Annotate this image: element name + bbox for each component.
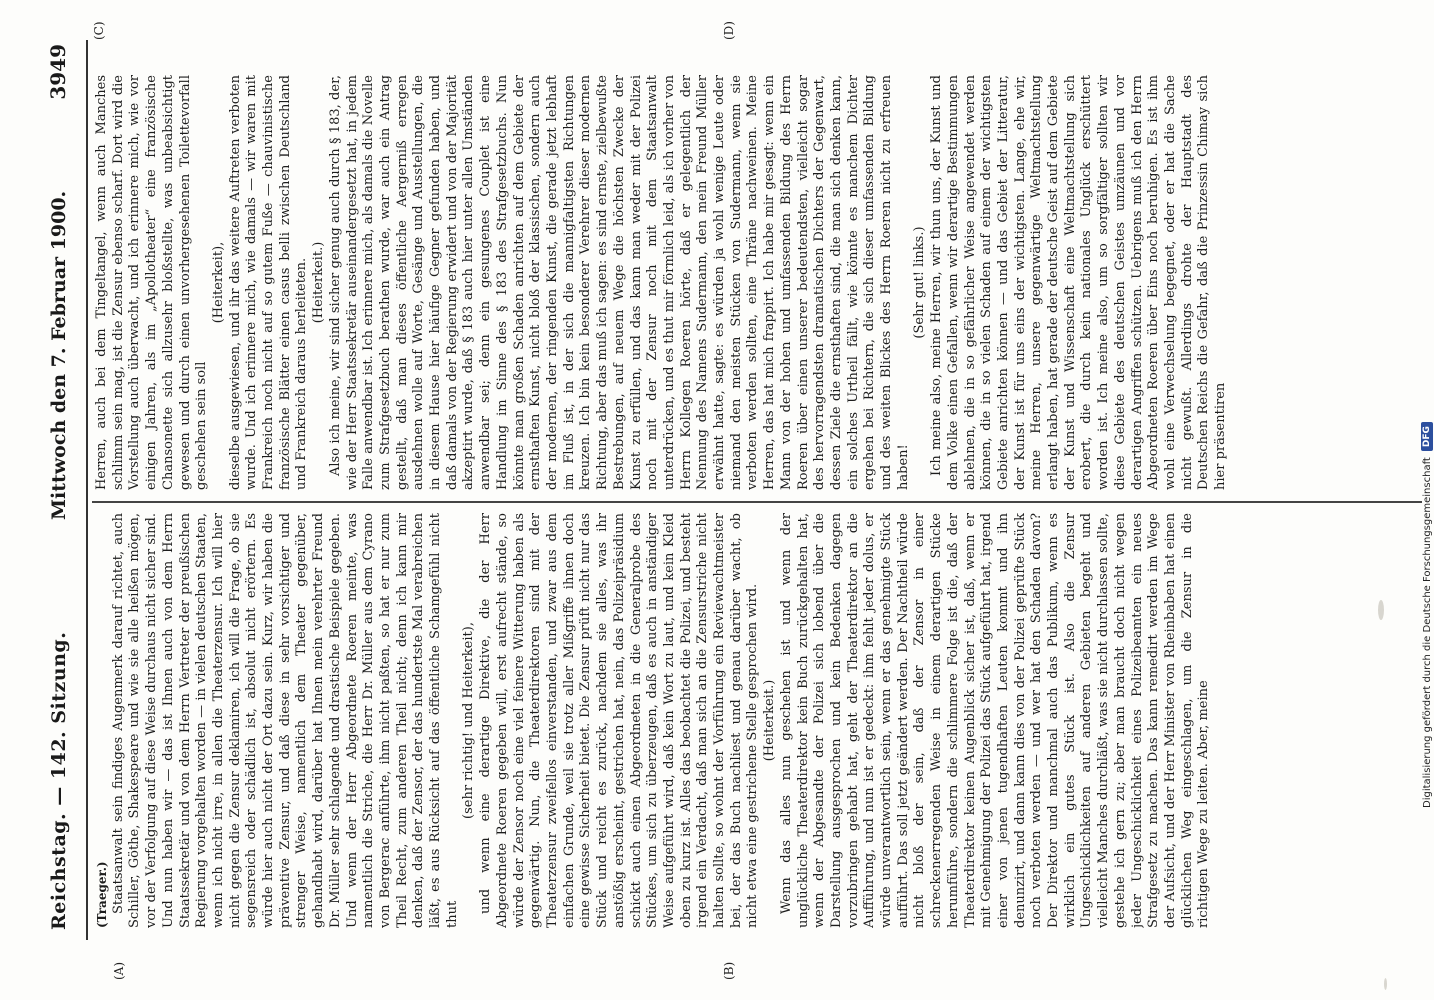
margin-marker-b: (B)	[722, 961, 736, 980]
right-column	[94, 75, 1424, 490]
paragraph: Also ich meine, wir sind sicher genug auch durch § 183, der, wie der Herr Staatssekretär auseinandergesetzt hat, in jedem Falle anwendbar ist. Ich erinnere mich, als damals die Novelle zum Strafgesetzbuch berathen wurde, war auch ein Antrag gestellt, daß man dieses öffentliche Aergerniß erregen ausdehnen wolle auf Worte, Gesänge und Ausstellungen, die in diesem Hause hier häufige Gegner gefunden haben, und daß damals von der Regierung erwidert und von der Majorität akzeptirt wurde, daß § 183 auch hier unter allen Umständen anwendbar sei; denn ein gesungenes Couplet ist eine Handlung im Sinne des § 183 des Strafgesetzbuchs. Nun könnte man großen Schaden anrichten auf dem Gebiete der ernsthaften Kunst, nicht bloß der klassischen, sondern auch der modernen, der ringenden Kunst, die gerade jetzt lebhaft im Fluß ist, in der sich die mannigfaltigsten Richtungen kreuzen. Ich bin kein besonderer Verehrer dieser modernen Richtung, aber das muß ich sagen: es sind ernste, zielbewußte Bestrebungen, auf neuem Wege die höchsten Zwecke der Kunst zu erfüllen, und das kann man weder mit der Polizei noch mit der Zensur noch mit dem Staatsanwalt unterdrücken, und es thut mir förmlich leid, als ich vorher von Herrn Kollegen Roeren hörte, daß er gelegentlich der Nennung des Namens Sudermann, den mein Freund Müller erwähnt hatte, sagte: es würden ja wohl wenige Leute oder niemand den meisten Stücken von Sudermann, wenn sie verboten werden sollten, eine Thräne nachweinen. Meine Herren, das hat mich frappirt. Ich habe mir gesagt: wenn ein Mann von der hohen und umfassenden Bildung des Herrn Roeren über einen unserer bedeutendsten, vielleicht sogar des hervorragendsten dramatischen Dichters der Gegenwart, dessen Ziele die ernsthaften sind, die man sich denken kann, ein solches Urtheil fällt, wie könnte es manchem Dichter ergehen bei Richtern, die sich dieser umfassenden Bildung und des weiten Blickes des Herrn Roeren nicht zu erfreuen haben!	[327, 75, 911, 490]
paragraph: und wenn eine derartige Direktive, die der Herr Abgeordnete Roeren gegeben will, erst aufrecht stände, so würde der Zensor noch eine viel feinere Witterung haben als gegenwärtig. Nun, die Theaterdirektoren sind mit der Theaterzensur zweifellos einverstanden, und zwar aus dem einfachen Grunde, weil sie trotz aller Mißgriffe ihnen doch eine gewisse Sicherheit bietet. Die Zensur prüft nicht nur das Stück und reicht es zurück, nachdem sie alles, was ihr anstößig erscheint, gestrichen hat, nein, das Polizeipräsidium schickt auch einen Abgeordneten in die Generalprobe des Stückes, um sich zu überzeugen, daß es auch in anständiger Weise aufgeführt wird, daß kein Wort zu laut, und kein Kleid oben zu kurz ist. Alles das beobachtet die Polizei, und besteht irgend ein Verdacht, daß man sich an die Zensurstriche nicht halten sollte, so wohnt der Vorführung ein Reviewachtmeister bei, der das Buch nachliest und genau darüber wacht, ob nicht etwa eine gestrichene Stelle gesprochen wird.	[478, 513, 761, 928]
header-rule	[86, 40, 88, 940]
dfg-logo-icon: DFG	[1421, 422, 1433, 451]
left-column	[94, 513, 1424, 928]
margin-marker-a: (A)	[112, 961, 126, 980]
scan-mark	[1378, 600, 1384, 620]
digitization-credit	[1416, 8, 1434, 808]
header-date: Mittwoch den 7. Februar 1900.	[48, 190, 70, 520]
column-rule	[92, 501, 1422, 503]
interjection: (Sehr gut! links.)	[912, 226, 928, 339]
header-session: Reichstag. — 142. Sitzung.	[48, 631, 70, 930]
page-header	[42, 40, 82, 960]
margin-marker-d: (D)	[722, 21, 736, 40]
interjection: (Heiterkeit.)	[311, 241, 327, 324]
paragraph: Staatsanwalt sein findiges Augenmerk darauf richtet, auch Schiller, Göthe, Shakespeare und wie sie alle heißen mögen, vor der Verfolgung auf diese Weise durchaus nicht sicher sind. Und nun haben wir — das ist Ihnen auch von dem Herrn Staatssekretär und von dem Herrn Vertreter der preußischen Regierung vorgehalten worden — in vielen deutschen Staaten, wenn ich nicht irre, in allen die Theaterzensur. Ich will hier nicht gegen die Zensur deklamiren, ich will die Frage, ob sie segensreich oder schädlich ist, absolut nicht erörtern. Es würde hier auch nicht der Ort dazu sein. Kurz, wir haben die präventive Zensur, und daß diese in sehr vorsichtiger und strenger Weise, namentlich dem Theater gegenüber, gehandhabt wird, darüber hat Ihnen mein verehrter Freund Dr. Müller sehr schlagende und drastische Beispiele gegeben. Und wenn der Herr Abgeordnete Roeren meinte, was namentlich die Striche, die Herr Dr. Müller aus dem Cyrano von Bergerac anführte, ihm nicht paßten, so hat er nur zum Theil Recht, zum anderen Theil nicht; denn ich kann mir denken, daß der Zensor, der das hundertste Mal verabreichen läßt, es aus Rücksicht auf das öffentliche Schamgefühl nicht thut	[110, 513, 460, 928]
credit-text: Digitalisierung gefördert durch die Deutsche Forschungsgemeinschaft	[1421, 457, 1433, 808]
interjection: (Heiterkeit),	[210, 241, 226, 324]
paragraph: Ich meine also, meine Herren, wir thun uns, der Kunst und dem Volke einen Gefallen, wenn wir derartige Bestimmungen ablehnen, die in so gefährlicher Weise angewendet werden können, die in so vielen Schaden auf einem der wichtigsten Gebiete anrichten können — und das Gebiet der Litteratur, der Kunst ist für uns eins der wichtigsten. Lange, ehe wir, meine Herren, unsere gegenwärtige Weltmachtstellung erlangt haben, hat gerade der deutsche Geist auf dem Gebiete der Kunst und Wissenschaft eine Weltmachtstellung sich erobert, die durch kein nationales Unglück erschüttert worden ist. Ich meine also, um so sorgfältiger sollten wir diese Gebiete des deutschen Geistes umzäunen und vor derartigen Angriffen schützen. Uebrigens muß ich den Herrn Abgeordneten Roeren über Eins noch beruhigen. Es ist ihm wohl eine Verwechselung begegnet, oder er hat die Sache nicht gewußt. Allerdings drohte der Hauptstadt des Deutschen Reichs die Gefahr, daß die Prinzessin Chimay sich hier präsentiren	[929, 75, 1229, 490]
page-number: 3949	[46, 44, 70, 100]
speaker-name: (Traeger.)	[95, 861, 109, 928]
paragraph: dieselbe ausgewiesen, und ihr das weitere Auftreten verboten wurde. Und ich erinnere mich, wie damals — wir waren mit Frankreich noch nicht auf so gutem Fuße — chauvinistische französische Blätter einen casus belli zwischen Deutschland und Frankreich daraus herleiteten.	[227, 75, 310, 490]
interjection: (Heiterkeit.)	[762, 679, 778, 762]
scan-mark	[1384, 978, 1387, 990]
paragraph: Wenn das alles nun geschehen ist und wenn der unglückliche Theaterdirektor kein Buch zurückgehalten hat, wenn der Abgesandte der Polizei sich lobend über die Darstellung ausgesprochen und kein Bedenken dagegen vorzubringen gehabt hat, geht der Theaterdirektor an die Aufführung, und nun ist er gedeckt: ihm fehlt jeder dolus, er würde unverantwortlich sein, wenn er das genehmigte Stück aufführt. Das soll jetzt geändert werden. Der Nachtheil würde nicht bloß der sein, daß der Zensor in einer schreckenerregenden Weise in einem derartigen Stücke herumführe, sondern die schlimmere Folge ist die, daß der Theaterdirektor keinen Augenblick sicher ist, daß, wenn er mit Genehmigung der Polizei das Stück aufgeführt hat, irgend einer von jenen tugendhaften Leuten kommt und ihn denunzirt, und dann kann dies von der Polizei geprüfte Stück noch verboten werden — und wer hat den Schaden davon? Der Direktor und manchmal auch das Publikum, wenn es wirklich ein gutes Stück ist. Also die Zensur Ungeschicklichkeiten auf anderen Gebieten begeht und vielleicht Manches durchläßt, was sie nicht durchlassen sollte, gestehe ich gern zu; aber man braucht doch nicht wegen jeder Ungeschicklichkeit eines Polizeibeamten ein neues Strafgesetz zu machen. Das kann remedirt werden im Wege der Aufsicht, und der Herr Minister von Rheinbaben hat einen glücklichen Weg eingeschlagen, um die Zensur in die richtigen Wege zu leiten. Aber, meine	[778, 513, 1212, 928]
margin-marker-c: (C)	[92, 21, 106, 40]
interjection: (sehr richtig! und Heiterkeit),	[461, 622, 477, 819]
paragraph: Herren, auch bei dem Tingeltangel, wenn auch Manches schlimm sein mag, ist die Zensur ebenso scharf. Dort wird die Vorstellung auch überwacht, und ich erinnere mich, wie vor einigen Jahren, als im „Apollotheater“ eine französische Chansonette sich allzusehr bloßstellte, was unbeabsichtigt gewesen und durch einen unvorhergesehenen Toilettevorfall geschehen sein soll	[94, 75, 210, 490]
